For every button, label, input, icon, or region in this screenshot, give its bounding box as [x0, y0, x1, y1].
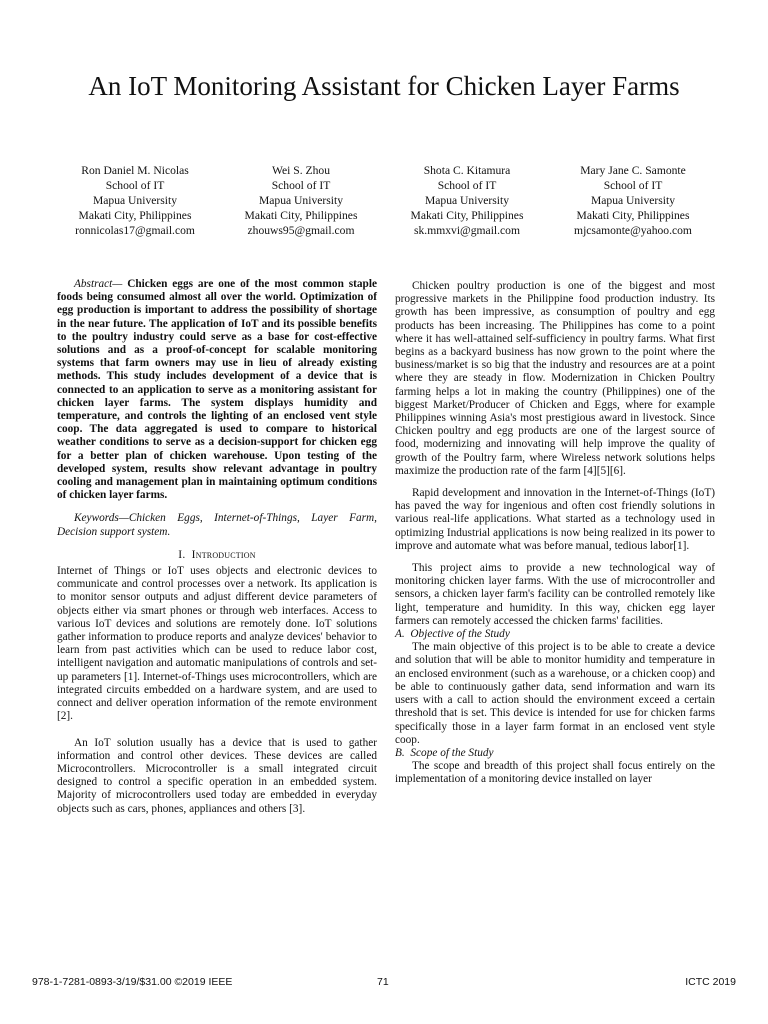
author-email: sk.mmxvi@gmail.com	[414, 224, 520, 237]
footer-page-number: 71	[377, 976, 389, 988]
body-paragraph-2: Rapid development and innovation in the Internet-of-Things (IoT) has paved the way for ingenious and often cost friendly solutions in various real-life applications. What started as a technology used in optimizing Industrial applications is now being realized in its power to improve and automate what was before manual, tedious labor[1].	[395, 487, 715, 552]
right-column	[395, 280, 715, 787]
author-email: zhouws95@gmail.com	[247, 224, 355, 237]
objective-paragraph: The main objective of this project is to be able to create a device and solution that will be able to monitor humidity and temperature in an enclosed environment (such as a warehouse, or a chicken coop) and be able to continuously gather data, send information and warn its users with a call to action should the environment exceed a certain threshold that is set. This device is intended for use for chicken farms specifically those in a layer farm format in an enclosed vent style coop.	[395, 641, 715, 746]
left-column	[57, 278, 377, 816]
paper-title: An IoT Monitoring Assistant for Chicken Layer Farms	[88, 71, 680, 101]
intro-paragraph-1: Internet of Things or IoT uses objects and electronic devices to communicate and control processes over a network. Its application is to monitor sensor outputs and adjust different device parameters of objects either via smart phones or through web interfaces. Access to various IoT devices and solutions are remotely done. IoT solutions gather information to produce reports and analyze devices' behavior to learn from past activities which can be used to reduce labor cost, intelligent navigation and automatic manipulations of controls and set-up parameters [1]. Internet-of-Things uses microcontrollers, which are integrated circuits embedded on a hardware system, and are used to connect and deliver operation information of the remote environment [2].	[57, 565, 377, 723]
author-city: Makati City, Philippines	[410, 209, 524, 222]
author-dept: School of IT	[437, 179, 497, 192]
subsection-heading-scope	[395, 747, 715, 760]
author-block	[52, 163, 716, 238]
body-paragraph-1: Chicken poultry production is one of the biggest and most progressive markets in the Philippine food production industry. Its growth has been impressive, as consumption of poultry and egg products has been increasing. The Philippines has come to a point where it has well-attained self-sufficiency in poultry farms. What first begins as a backyard business has now grown to the point where the business/market is so big that the industry and resources are at a point where they are steady in flow. Modernization in Chicken Poultry farming helps a lot in making the country (Philippines) one of the biggest Market/Producer of Chicken and Eggs, where for example Philippines winning Asia's most prestigious award in livestock. Since Chicken poultry and egg products are one of the largest source of food, modernizing and innovating will help improve the quality of growth of the Poultry farm, where Wireless network solutions helps maximize the production rate of the farm [4][5][6].	[395, 280, 715, 477]
subsection-label: B.	[395, 746, 405, 759]
author-name: Mary Jane C. Samonte	[580, 164, 686, 177]
author-name: Shota C. Kitamura	[423, 164, 511, 177]
footer-conference: ICTC 2019	[685, 976, 736, 988]
author-univ: Mapua University	[258, 194, 344, 207]
subsection-label: A.	[395, 628, 405, 641]
author-dept: School of IT	[603, 179, 663, 192]
author-email: mjcsamonte@yahoo.com	[574, 224, 692, 237]
section-title: Introduction	[191, 547, 256, 561]
abstract-label: Abstract—	[74, 278, 123, 290]
author-city: Makati City, Philippines	[244, 209, 358, 222]
author-univ: Mapua University	[590, 194, 676, 207]
author-dept: School of IT	[105, 179, 165, 192]
abstract	[57, 278, 377, 502]
intro-paragraph-2: An IoT solution usually has a device that is used to gather information and control other devices. These devices are called Microcontrollers. Microcontroller is a small integrated circuit designed to control a specific operation in an embedded system. Majority of microcontrollers used today are embedded in everyday objects such as cars, phones, appliances and others [3].	[57, 736, 377, 815]
page-footer	[32, 976, 736, 990]
author-univ: Mapua University	[92, 194, 178, 207]
subsection-title: Objective of the Study	[410, 628, 510, 641]
author-4	[550, 163, 716, 238]
section-heading-introduction	[57, 548, 377, 561]
author-univ: Mapua University	[424, 194, 510, 207]
author-name: Wei S. Zhou	[272, 164, 330, 177]
body-paragraph-3: This project aims to provide a new technological way of monitoring chicken layer farms. With the use of microcontroller and sensors, a chicken layer farm's facility can be controlled remotely like light, temperature and humidity. In this way, chicken egg layer farmers can remotely accessed the chicken farms' facilities.	[395, 562, 715, 627]
subsection-title: Scope of the Study	[410, 746, 494, 759]
author-1	[52, 163, 218, 238]
scope-paragraph: The scope and breadth of this project shall focus entirely on the implementation of a monitoring device installed on layer	[395, 760, 715, 786]
author-3	[384, 163, 550, 238]
keywords: Keywords—Chicken Eggs, Internet-of-Things, Layer Farm, Decision support system.	[57, 512, 377, 538]
author-2	[218, 163, 384, 238]
section-number: I.	[178, 547, 186, 561]
author-city: Makati City, Philippines	[78, 209, 192, 222]
subsection-heading-objective	[395, 628, 715, 641]
author-city: Makati City, Philippines	[576, 209, 690, 222]
author-email: ronnicolas17@gmail.com	[75, 224, 195, 237]
footer-copyright: 978-1-7281-0893-3/19/$31.00 ©2019 IEEE	[32, 976, 233, 988]
abstract-text: Chicken eggs are one of the most common staple foods being consumed almost all over the world. Optimization of egg production is important to address the possibility of shortage in the near future. The application of IoT and its possible benefits to the poultry industry could serve as a base for cost-effective solutions and as a proof-of-concept for scalable monitoring systems that farm owners may use in lieu of already existing methods. This study includes development of a device that is connected to an application to serve as a monitoring assistant for chicken layer farms. The system displays humidity and temperature, and controls the lighting of an enclosed vent style coop. The data aggregated is used to compare to historical weather conditions to serve as a decision-support for chicken egg for a better plan of chicken warehouse. Upon testing of the developed system, results show relevant advantage in poultry cooling and management plan in maintaining optimum conditions of chicken layer farms.	[57, 278, 377, 502]
author-dept: School of IT	[271, 179, 331, 192]
author-name: Ron Daniel M. Nicolas	[81, 164, 189, 177]
